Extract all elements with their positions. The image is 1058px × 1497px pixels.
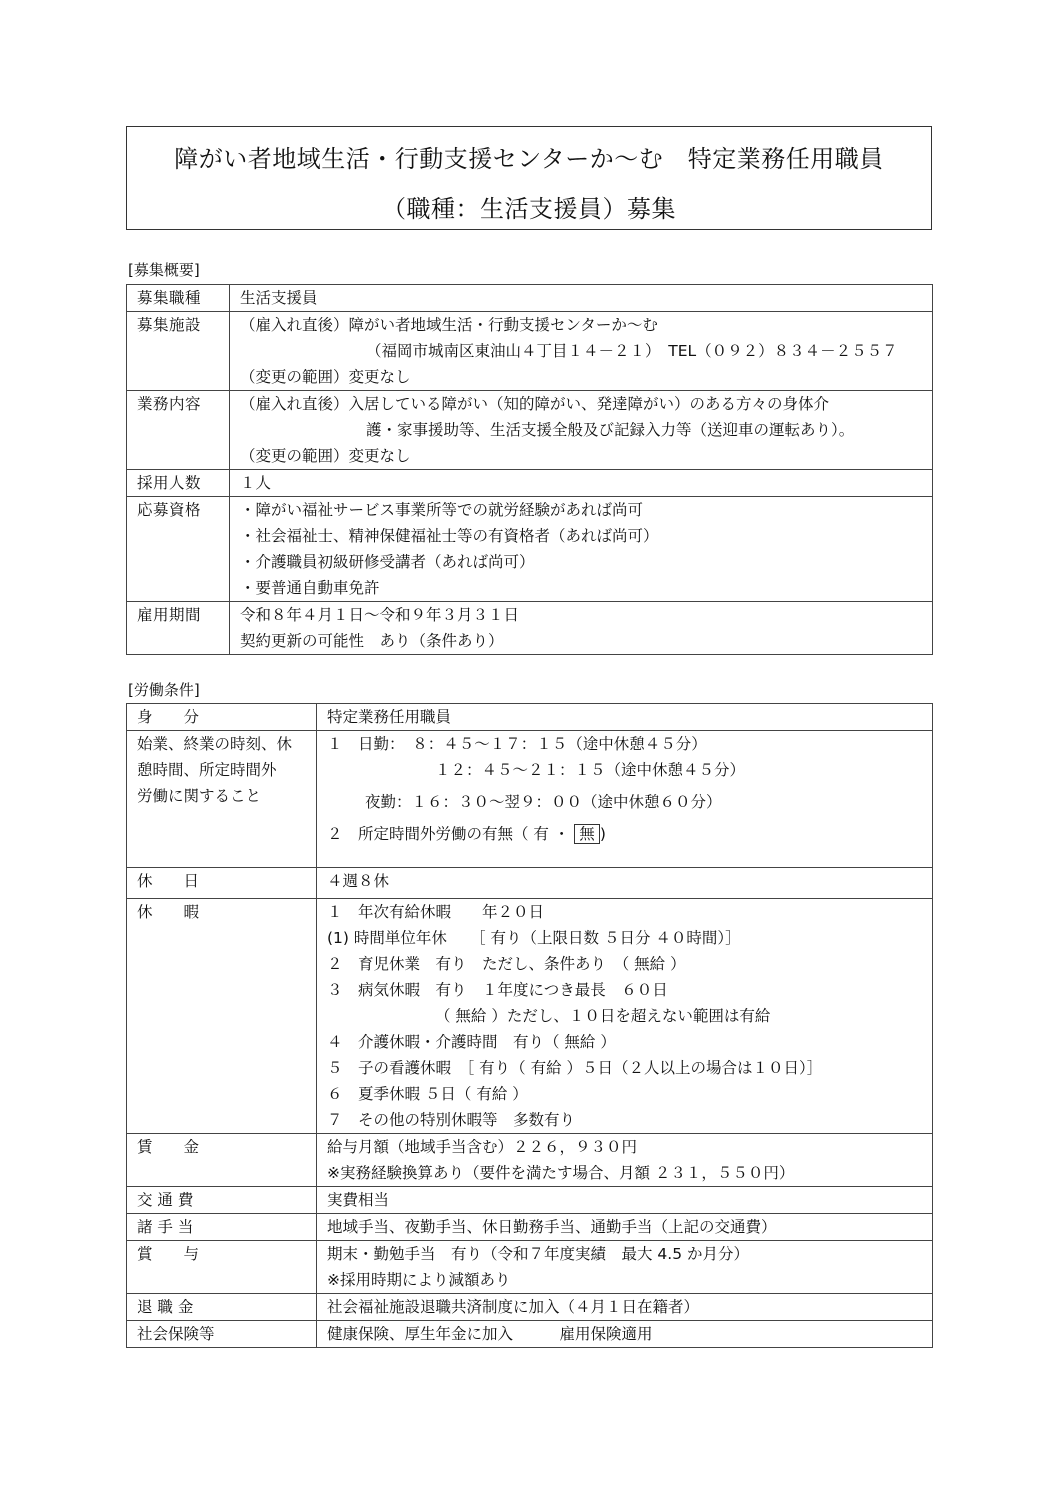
row-value: 健康保険、厚生年金に加入 雇用保険適用 [317,1321,933,1348]
facility-change-scope: （変更の範囲）変更なし [240,368,411,386]
duties-change-scope: （変更の範囲）変更なし [240,447,411,465]
bonus-note: ※採用時期により減額あり [327,1271,511,1289]
row-key: 賞 与 [127,1241,317,1294]
table-row [127,731,933,868]
qualification-item: ・介護職員初級研修受講者（あれば尚可） [240,553,535,571]
table-row [127,312,933,391]
section-label-conditions: [労働条件] [128,681,200,699]
row-key: 諸 手 当 [127,1214,317,1241]
hours-night-shift: 夜勤：１６：３０〜翌９：００（途中休憩６０分） [365,793,722,811]
row-key: 雇用期間 [127,602,230,655]
row-key: 交 通 費 [127,1187,317,1214]
row-value: 実費相当 [317,1187,933,1214]
table-row [127,1187,933,1214]
document-title: 障がい者地域生活・行動支援センターか〜む 特定業務任用職員 [174,145,884,173]
wage-note: ※実務経験換算あり（要件を満たす場合、月額 ２３１，５５０円） [327,1164,795,1182]
hours-day-shift-late: １２：４５〜２１：１５（途中休憩４５分） [435,761,746,779]
row-value: 地域手当、夜勤手当、休日勤務手当、通勤手当（上記の交通費） [317,1214,933,1241]
row-key: 休 日 [127,868,317,899]
row-value [317,731,933,868]
row-key-line: 労働に関すること [137,787,262,805]
row-key: 業務内容 [127,391,230,470]
row-value: 生活支援員 [230,285,933,312]
bonus-line: 期末・勤勉手当 有り（令和７年度実績 最大 4.5 か月分） [327,1245,750,1263]
row-value [230,602,933,655]
row-key: 採用人数 [127,470,230,497]
qualification-item: ・社会福祉士、精神保健福祉士等の有資格者（あれば尚可） [240,527,659,545]
qualification-item: ・障がい福祉サービス事業所等での就労経験があれば尚可 [240,501,644,519]
row-key: 応募資格 [127,497,230,602]
conditions-table [126,703,933,1348]
leave-item: １ 年次有給休暇 年２０日 [327,903,545,921]
table-row [127,704,933,731]
qualification-item: ・要普通自動車免許 [240,579,380,597]
document-title-box [126,126,932,230]
table-row [127,1134,933,1187]
table-row [127,1214,933,1241]
overtime-suffix: ) [599,825,606,843]
table-row [127,602,933,655]
period-dates: 令和８年４月１日〜令和９年３月３１日 [240,606,520,624]
row-value [230,497,933,602]
row-value: １人 [230,470,933,497]
table-row [127,470,933,497]
leave-item: ５ 子の看護休暇 ［ 有り（ 有給 ）５日（２人以上の場合は１０日）］ [327,1059,823,1077]
row-value: ４週８休 [317,868,933,899]
table-row [127,285,933,312]
row-key: 社会保険等 [127,1321,317,1348]
duties-line: 護・家事援助等、生活支援全般及び記録入力等（送迎車の運転あり）。 [366,421,855,439]
row-value: 特定業務任用職員 [317,704,933,731]
facility-line: （雇入れ直後）障がい者地域生活・行動支援センターか〜む [240,316,658,334]
table-row [127,899,933,1134]
row-value [317,899,933,1134]
leave-item-note: （ 無給 ）ただし、１０日を超えない範囲は有給 [435,1007,771,1025]
overtime-selected-box: 無 [574,824,600,844]
row-key [127,731,317,868]
table-row [127,1241,933,1294]
leave-item: ６ 夏季休暇 ５日（ 有給 ） [327,1085,528,1103]
row-value [317,1134,933,1187]
facility-address: （福岡市城南区東油山４丁目１４－２１） TEL（０９２）８３４－２５５７ [366,342,898,360]
row-key: 退 職 金 [127,1294,317,1321]
table-row [127,391,933,470]
row-value [230,312,933,391]
overtime-label: ２ 所定時間外労働の有無（ 有 ・ [327,825,570,843]
wage-monthly: 給与月額（地域手当含む）２２６，９３０円 [327,1138,638,1156]
hours-day-shift: １ 日勤： ８：４５〜１７：１５（途中休憩４５分） [327,735,707,753]
overview-table [126,284,933,655]
row-key: 募集職種 [127,285,230,312]
row-key-line: 憩時間、所定時間外 [137,761,277,779]
leave-item: ７ その他の特別休暇等 多数有り [327,1111,576,1129]
table-row [127,497,933,602]
document-subtitle: （職種：生活支援員）募集 [382,195,676,223]
table-row [127,868,933,899]
leave-item: ４ 介護休暇・介護時間 有り（ 無給 ） [327,1033,616,1051]
row-key: 休 暇 [127,899,317,1134]
leave-item: ２ 育児休業 有り ただし、条件あり （ 無給 ） [327,955,686,973]
duties-line: （雇入れ直後）入居している障がい（知的障がい、発達障がい）のある方々の身体介 [240,395,830,413]
table-row [127,1294,933,1321]
leave-item: ３ 病気休暇 有り １年度につき最長 ６０日 [327,981,668,999]
leave-item: (1) 時間単位年休 ［ 有り（上限日数 ５日分 ４０時間）］ [327,929,741,947]
row-value: 社会福祉施設退職共済制度に加入（４月１日在籍者） [317,1294,933,1321]
row-key: 募集施設 [127,312,230,391]
table-row [127,1321,933,1348]
overtime-line [327,821,922,847]
row-value [317,1241,933,1294]
section-label-overview: [募集概要] [128,261,200,279]
period-renewal: 契約更新の可能性 あり（条件あり） [240,632,504,650]
row-key: 身 分 [127,704,317,731]
row-value [230,391,933,470]
row-key-line: 始業、終業の時刻、休 [137,735,293,753]
row-key: 賃 金 [127,1134,317,1187]
